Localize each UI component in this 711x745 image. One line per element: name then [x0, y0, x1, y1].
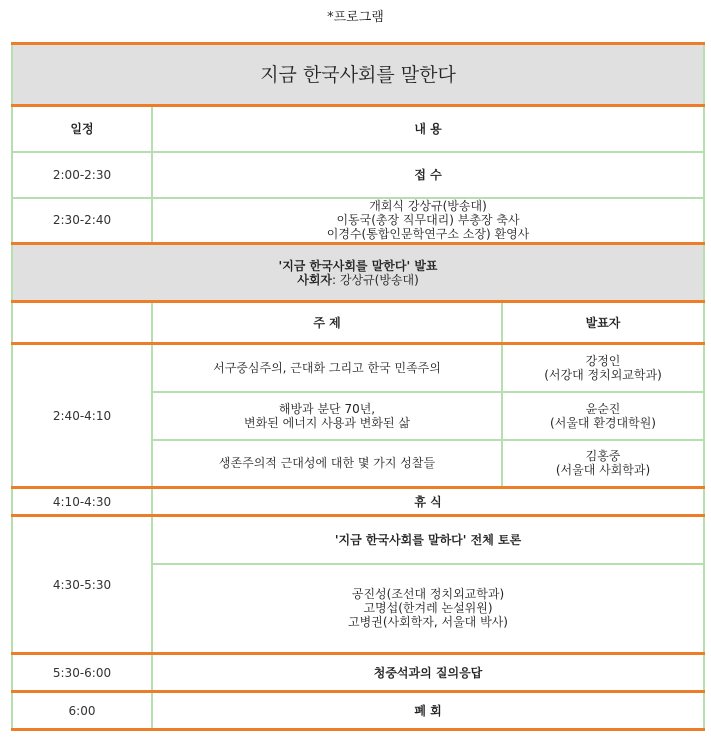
speaker-cell	[502, 344, 704, 392]
qa-label: 청중석과의 질의응답	[152, 654, 704, 692]
discussion-time: 4:30-5:30	[12, 516, 152, 654]
discussion-title: '지금 한국사회를 말하다' 전체 토론	[152, 516, 704, 564]
topic-line: 변화된 에너지 사용과 변화된 삶	[244, 415, 410, 430]
moderator-value: : 강상규(방송대)	[332, 272, 419, 287]
opening-time: 2:30-2:40	[12, 198, 152, 244]
header-time: 일정	[12, 106, 152, 152]
panelist: 공진성(조선대 정치외교학과)	[351, 587, 505, 602]
moderator-label: 사회자	[297, 272, 333, 287]
qa-time: 5:30-6:00	[12, 654, 152, 692]
panelist: 고명섭(한겨레 논설위원)	[363, 601, 493, 616]
col-speaker: 발표자	[502, 302, 704, 344]
topic-line: 서구중심주의, 근대화 그리고 한국 민족주의	[213, 360, 441, 375]
speaker-name: 김홍중	[585, 449, 621, 464]
topic-cell	[152, 392, 502, 440]
speaker-affiliation: (서울대 사회학과)	[555, 463, 651, 478]
presentation-time: 2:40-4:10	[12, 344, 152, 488]
program-title: 지금 한국사회를 말한다	[12, 44, 704, 106]
closing-label: 폐 회	[152, 692, 704, 730]
break-time: 4:10-4:30	[12, 488, 152, 516]
break-label: 휴 식	[152, 488, 704, 516]
speaker-affiliation: (서강대 정치외교학과)	[544, 367, 662, 382]
program-heading: *프로그램	[327, 10, 384, 25]
reception-label: 접 수	[152, 152, 704, 198]
col-topic: 주 제	[152, 302, 502, 344]
topic-cell	[152, 344, 502, 392]
closing-time: 6:00	[12, 692, 152, 730]
program-table	[11, 42, 703, 741]
opening-line: 이동국(총장 직무대리) 부총장 축사	[336, 213, 520, 228]
speaker-name: 강정인	[585, 353, 621, 368]
discussion-panel	[152, 564, 704, 654]
topic-line: 생존주의적 근대성에 대한 몇 가지 성찰들	[218, 456, 436, 471]
opening-line: 이경수(통합인문학연구소 소장) 환영사	[326, 227, 530, 242]
speaker-name: 윤순진	[585, 401, 621, 416]
topic-cell	[152, 440, 502, 488]
speaker-affiliation: (서울대 환경대학원)	[550, 415, 656, 430]
session-title: '지금 한국사회를 말한다' 발표	[278, 258, 438, 273]
session-header	[12, 244, 704, 302]
panelist: 고병권(사회학자, 서울대 박사)	[348, 615, 508, 630]
reception-time: 2:00-2:30	[12, 152, 152, 198]
header-content: 내 용	[152, 106, 704, 152]
speaker-cell	[502, 440, 704, 488]
topic-line: 해방과 분단 70년,	[278, 401, 376, 416]
opening-line: 개회식 강상규(방송대)	[369, 199, 487, 214]
speaker-cell	[502, 392, 704, 440]
opening-content	[152, 198, 704, 244]
empty-cell	[12, 302, 152, 344]
